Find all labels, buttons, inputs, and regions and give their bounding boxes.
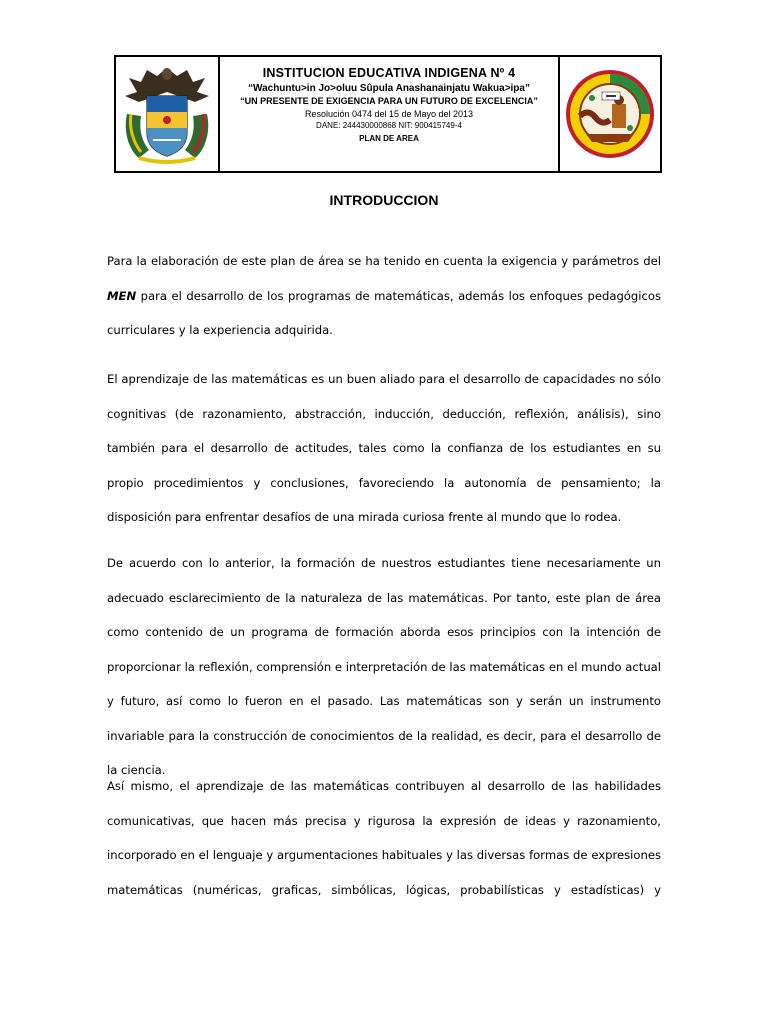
paragraph-4-line-2: comunicativas, que hacen más precisa y rigurosa la expresión de ideas y razonamiento,	[107, 813, 661, 828]
paragraph-3-line-6: construcción de conocimientos de la realidad, es decir, para el desarrollo de la ciencia.	[107, 728, 662, 777]
colombia-coat-of-arms-icon	[119, 62, 215, 166]
school-emblem-icon	[562, 66, 658, 162]
dane-nit-text: DANE: 244430000868 NIT: 900415749-4	[316, 121, 462, 130]
school-subtitle: “Wachuntu>in Jo>oluu Sûpula Anashanainjatu Wakua>ipa”	[248, 83, 530, 94]
school-motto: “UN PRESENTE DE EXIGENCIA PARA UN FUTURO DE EXCELENCIA”	[240, 96, 538, 106]
document-type: PLAN DE AREA	[359, 134, 419, 143]
page-title: INTRODUCCION	[329, 192, 439, 208]
paragraph-2-line-1: El aprendizaje de las matemáticas es un buen aliado para el desarrollo de capacidades no sólo	[107, 372, 661, 386]
paragraph-1	[107, 244, 661, 348]
resolution-text: Resolución 0474 del 15 de Mayo del 2013	[304, 109, 474, 119]
left-logo-cell	[116, 57, 220, 171]
paragraph-2-line-3: para el desarrollo de actitudes, tales como la confianza de los estudiantes en su propio	[107, 441, 662, 490]
paragraph-4-line-4: matemáticas (numéricas, graficas, simbólicas, lógicas, probabilísticas y estadísticas) y	[107, 882, 661, 897]
header-text-block	[220, 57, 558, 171]
paragraph-1-line-1: Para la elaboración de este plan de área se ha tenido en cuenta la exigencia y parámetros del	[107, 254, 661, 268]
paragraph-3-line-3: contenido de un programa de formación aborda esos principios con la intención de proporcionar	[107, 625, 661, 674]
paragraph-3-line-1: De acuerdo con lo anterior, la formación de nuestros estudiantes tiene necesariamente un	[107, 556, 661, 570]
school-name: INSTITUCION EDUCATIVA INDIGENA Nº 4	[262, 66, 516, 80]
paragraph-3-line-4: la reflexión, comprensión e interpretación de las matemáticas en el mundo actual y futuro, así	[107, 659, 662, 708]
paragraph-3	[107, 546, 661, 788]
paragraph-2-line-2: cognitivas (de razonamiento, abstracción, inducción, deducción, reflexión, análisis), sino también	[107, 406, 661, 455]
men-emphasis: MEN	[107, 288, 137, 303]
letterhead	[114, 55, 662, 173]
paragraph-1-line-3: curriculares y la experiencia adquirida.	[107, 323, 333, 337]
paragraph-3-line-2: adecuado esclarecimiento de la naturaleza de las matemáticas. Por tanto, este plan de área como	[107, 590, 661, 639]
paragraph-2-line-5: enfrentar desafíos de una mirada curiosa frente al mundo que lo rodea.	[205, 510, 622, 524]
paragraph-4-line-3: incorporado en el lenguaje y argumentaciones habituales y las diversas formas de expresiones	[107, 848, 661, 862]
paragraph-2-line-4: procedimientos y conclusiones, favoreciendo la autonomía de pensamiento; la disposición para	[107, 475, 662, 524]
paragraph-4	[107, 769, 661, 907]
paragraph-4-line-1: Así mismo, el aprendizaje de las matemáticas contribuyen al desarrollo de las habilidades	[107, 779, 661, 793]
right-logo-cell	[558, 57, 660, 171]
paragraph-1-line-2: para el desarrollo de los programas de matemáticas, además los enfoques pedagógicos	[140, 288, 661, 303]
paragraph-2	[107, 362, 661, 535]
paragraph-3-line-5: como lo fueron en el pasado. Las matemáticas son y serán un instrumento invariable para la	[107, 694, 661, 743]
